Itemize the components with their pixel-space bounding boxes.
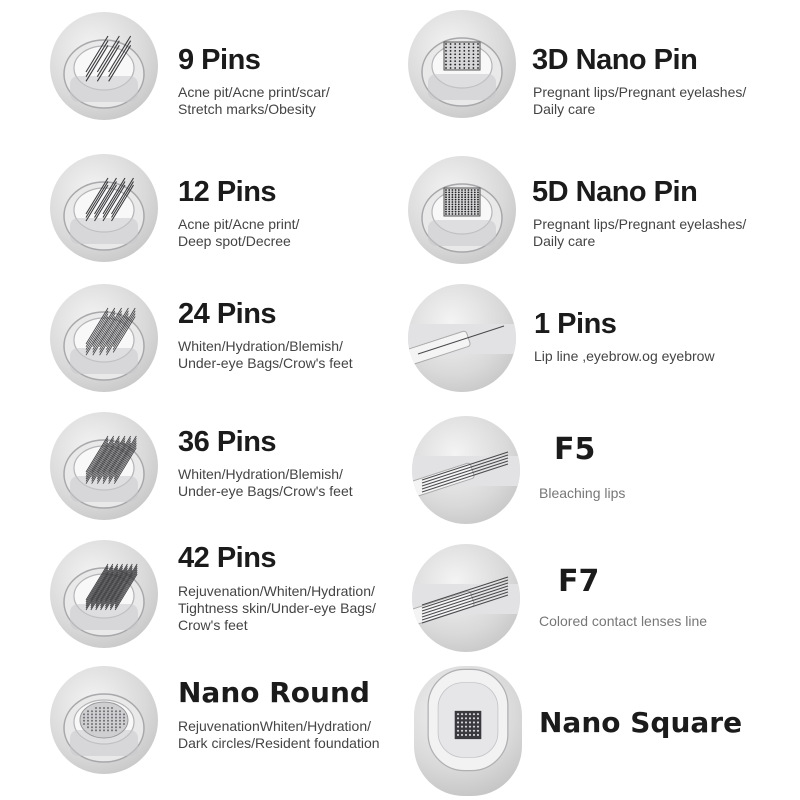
- product-desc-line: Tightness skin/Under-eye Bags/: [178, 600, 376, 616]
- 36-pin-cartridge-icon: [50, 412, 158, 520]
- 12-pin-cartridge-icon: [50, 154, 158, 262]
- 1-pin-needle-icon: [408, 284, 516, 392]
- product-title: 1 Pins: [534, 308, 617, 340]
- 24-pin-cartridge-icon: [50, 284, 158, 392]
- product-desc-line: Pregnant lips/Pregnant eyelashes/: [533, 216, 747, 232]
- product-f5: [400, 396, 800, 526]
- product-desc-line: Under-eye Bags/Crow's feet: [178, 483, 353, 499]
- product-1-pins: [400, 264, 800, 394]
- product-desc-line: Stretch marks/Obesity: [178, 101, 316, 117]
- product-desc-line: Lip line ,eyebrow.og eyebrow: [534, 348, 715, 364]
- product-desc-line: RejuvenationWhiten/Hydration/: [178, 718, 371, 734]
- product-title: F5: [554, 432, 596, 467]
- nano-square-cartridge-icon: [414, 666, 522, 796]
- 3d-nano-pin-cartridge-icon: [408, 10, 516, 118]
- product-desc-line: Acne pit/Acne print/scar/: [178, 84, 330, 100]
- product-title: 24 Pins: [178, 298, 277, 330]
- product-title: Nano Round: [178, 676, 370, 709]
- 9-pin-cartridge-icon: [50, 12, 158, 120]
- product-5d-nano-pin: [400, 132, 800, 262]
- product-title: 36 Pins: [178, 426, 277, 458]
- product-desc-line: Rejuvenation/Whiten/Hydration/: [178, 583, 375, 599]
- product-desc-line: Colored contact lenses line: [539, 613, 708, 629]
- product-title: 42 Pins: [178, 542, 277, 574]
- product-24-pins: [0, 264, 400, 394]
- product-nano-round: [0, 660, 400, 790]
- 5d-nano-pin-cartridge-icon: [408, 156, 516, 264]
- product-desc-line: Daily care: [533, 233, 596, 249]
- product-36-pins: [0, 396, 400, 526]
- product-title: F7: [558, 564, 600, 599]
- product-desc-line: Whiten/Hydration/Blemish/: [178, 466, 343, 482]
- product-desc-line: Acne pit/Acne print/: [178, 216, 300, 232]
- product-desc-line: Whiten/Hydration/Blemish/: [178, 338, 343, 354]
- product-desc-line: Crow's feet: [178, 617, 248, 633]
- product-nano-square: [400, 660, 800, 790]
- product-desc-line: Daily care: [533, 101, 596, 117]
- product-42-pins: [0, 528, 400, 658]
- product-desc-line: Dark circles/Resident foundation: [178, 735, 380, 751]
- product-f7: [400, 528, 800, 658]
- product-desc-line: Pregnant lips/Pregnant eyelashes/: [533, 84, 747, 100]
- product-desc-line: Under-eye Bags/Crow's feet: [178, 355, 353, 371]
- f5-needle-icon: [412, 416, 520, 524]
- product-title: Nano Square: [539, 706, 743, 739]
- product-title: 5D Nano Pin: [532, 176, 698, 208]
- product-desc-line: Deep spot/Decree: [178, 233, 291, 249]
- f7-needle-icon: [412, 544, 520, 652]
- product-title: 12 Pins: [178, 176, 277, 208]
- product-12-pins: [0, 132, 400, 262]
- nano-round-cartridge-icon: [50, 666, 158, 774]
- product-3d-nano-pin: [400, 0, 800, 130]
- product-title: 9 Pins: [178, 44, 261, 76]
- 42-pin-cartridge-icon: [50, 540, 158, 648]
- product-title: 3D Nano Pin: [532, 44, 698, 76]
- product-desc-line: Bleaching lips: [539, 485, 626, 501]
- product-9-pins: [0, 0, 400, 130]
